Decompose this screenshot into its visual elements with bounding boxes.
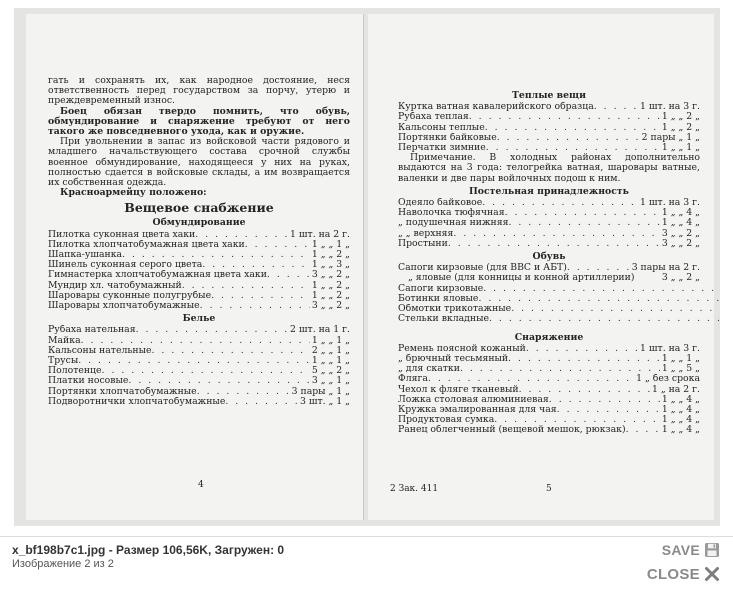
item-quantity: 1 „ „ 2 „ — [311, 250, 350, 261]
page-number-right: 5 — [546, 484, 552, 494]
save-button[interactable] — [662, 541, 721, 559]
list-item — [398, 385, 700, 395]
left-page-content — [48, 76, 350, 407]
list-item — [48, 376, 350, 386]
entitled-line: Красноармейцу положено: — [60, 187, 207, 199]
close-label: CLOSE — [646, 565, 700, 583]
list-item — [398, 425, 700, 435]
section-heading-warm: Теплые вещи — [512, 90, 586, 101]
item-quantity: 1 „ без срока — [636, 374, 700, 385]
close-button[interactable] — [647, 565, 721, 583]
list-item — [48, 281, 350, 291]
item-quantity: 1 шт. на 3 г. — [640, 343, 700, 354]
item-name: Гимнастерка хлопчатобумажная цвета хаки — [48, 270, 267, 281]
list-item: „ яловые (для конницы и конной артиллерии) 3 „ „ 2 „ — [408, 273, 700, 284]
list-item — [398, 123, 700, 133]
item-quantity: 3 „ „ 2 „ — [661, 228, 700, 239]
list-item — [398, 314, 720, 324]
list-item — [48, 270, 350, 280]
item-quantity: 1 „ „ 1 „ — [311, 356, 350, 367]
item-name: Одеяло байковое — [398, 198, 483, 209]
item-name: Простыни — [398, 238, 448, 249]
item-quantity: 3 „ „ 2 „ — [311, 270, 350, 281]
list-item — [48, 301, 350, 311]
list-item — [398, 133, 700, 143]
list-item — [398, 102, 700, 112]
item-name: „ для скатки — [398, 364, 460, 375]
section-heading-bedding: Постельная принадлежность — [469, 185, 629, 197]
item-quantity: 1 „ на 2 г. — [651, 384, 700, 395]
item-name: Кальсоны нательные — [48, 345, 152, 356]
section-heading-footwear: Обувь — [532, 251, 566, 263]
page-title: Вещевое снабжение — [124, 200, 274, 216]
item-name: „ подушечная нижняя — [398, 218, 509, 229]
list-item — [48, 250, 350, 260]
item-quantity: 1 „ „ 3 „ — [311, 260, 350, 271]
list-item — [48, 230, 350, 240]
list-item — [398, 239, 700, 249]
item-name: Рубаха теплая — [398, 112, 469, 123]
item-name: Подворотнички хлопчатобумажные — [48, 396, 226, 407]
item-quantity: 3 „ „ 2 „ — [311, 301, 350, 312]
item-quantity: 5 „ „ 2 „ — [311, 366, 350, 377]
note-paragraph: Примечание. В холодных районах дополнительно выдаются на 3 года: телогрейка ватная, шаровары ватные, валенки и две пары войлочных подош к ним. — [398, 152, 700, 184]
item-name: Кружка эмалированная для чая — [398, 405, 557, 416]
item-quantity: 1 „ „ 4 „ — [661, 208, 700, 219]
list-item — [398, 198, 700, 208]
list-item — [398, 405, 700, 415]
item-name: Перчатки зимние — [398, 143, 486, 154]
discharge-paragraph: При увольнении в запас из войсковой части рядового и младшего начальствующего состава срочной службы военное обмундирование, находящееся у них на руках, полностью сдается в войсковые склады, а им возвращается их собственная одежда. — [48, 136, 350, 189]
bedding-list — [398, 198, 700, 249]
item-name: Мундир хл. чатобумажный — [48, 280, 182, 291]
bold-paragraph: Боец обязан твердо помнить, что обувь, обмундирование и снаряжение требуют от него такого же повседневного ухода, как и оружие. — [48, 105, 350, 138]
list-item — [398, 395, 700, 405]
file-info: x_bf198b7c1.jpg - Размер 106,56K, Загружен: 0 — [12, 543, 285, 557]
item-name: Шаровары суконные полугрубые — [48, 290, 212, 301]
section-heading-uniform: Обмундирование — [152, 217, 246, 229]
list-item — [398, 374, 700, 384]
right-page-content — [398, 88, 700, 436]
list-item — [398, 344, 700, 354]
item-name: Чехол к фляге тканевый — [398, 384, 519, 395]
item-name: Майка — [48, 335, 81, 346]
item-quantity: 1 „ „ 1 „ — [661, 143, 700, 154]
floppy-disk-icon — [703, 541, 721, 559]
item-quantity: 3 пары „ 1 „ — [291, 386, 350, 397]
item-name: Портянки байковые — [398, 132, 497, 143]
close-x-icon — [703, 565, 721, 583]
list-item — [398, 364, 700, 374]
page-number-left: 4 — [198, 480, 204, 490]
item-name: Стельки вкладные — [398, 314, 490, 325]
item-quantity: 1 „ „ 2 „ — [661, 112, 700, 123]
item-quantity: 1 „ „ 2 „ — [311, 290, 350, 301]
intro-paragraph: гать и сохранять их, как народное достояние, неся ответственность перед государством за порчу, утерю и преждевременный износ. — [48, 75, 350, 107]
item-name: Пилотка хлопчатобумажная цвета хаки — [48, 239, 245, 250]
list-item — [48, 387, 350, 397]
right-page — [368, 14, 714, 520]
item-quantity: 1 шт. на 3 г. — [640, 102, 700, 113]
list-item — [48, 240, 350, 250]
list-item — [398, 218, 700, 228]
footwear-brace-group — [398, 284, 700, 330]
list-item — [398, 284, 720, 294]
item-name: Платки носовые — [48, 376, 129, 387]
item-name: Кальсоны теплые — [398, 122, 485, 133]
item-quantity: 1 „ „ 1 „ — [661, 354, 700, 365]
item-name: Сапоги кирзовые — [398, 283, 484, 294]
item-quantity: 1 шт. на 3 г. — [640, 198, 700, 209]
image-counter: Изображение 2 из 2 — [12, 558, 114, 570]
viewer-footer — [0, 536, 733, 593]
underwear-list — [48, 325, 350, 407]
list-item: Сапоги кирзовые (для ВВС и АБТ) . . . 3 пары на 2 г. — [398, 263, 700, 273]
item-name: Шаровары хлопчатобумажные — [48, 301, 200, 312]
list-item — [48, 397, 350, 407]
left-page — [26, 14, 364, 520]
item-name: Шинель суконная серого цвета — [48, 260, 203, 271]
item-name: Продуктовая сумка — [398, 415, 495, 426]
item-quantity: 1 „ „ 4 „ — [661, 425, 700, 436]
list-item — [398, 294, 720, 304]
item-quantity: 2 шт. на 1 г. — [290, 325, 350, 336]
item-name: Трусы — [48, 356, 79, 367]
item-name: Ботинки яловые — [398, 293, 479, 304]
item-quantity: 1 „ „ 1 „ — [311, 335, 350, 346]
list-item — [398, 415, 700, 425]
list-item — [48, 366, 350, 376]
item-name: Ложка столовая алюминиевая — [398, 394, 549, 405]
list-item — [398, 229, 700, 239]
uniform-list — [48, 230, 350, 312]
item-name: Куртка ватная кавалерийского образца — [398, 102, 594, 113]
item-quantity: 2 „ „ 1 „ — [311, 345, 350, 356]
item-quantity: 1 „ „ 2 „ — [661, 122, 700, 133]
item-quantity: 3 „ „ 2 „ — [661, 238, 700, 249]
item-quantity: 2 пары „ 1 „ — [641, 132, 700, 143]
item-name: Фляга — [398, 374, 428, 385]
item-quantity: 1 „ „ 5 „ — [661, 364, 700, 375]
item-name: Шапка-ушанка — [48, 250, 123, 261]
item-quantity: 1 шт. на 2 г. — [290, 229, 350, 240]
item-name: Пилотка суконная цвета хаки — [48, 229, 196, 240]
warm-clothes-list — [398, 102, 700, 153]
signature-mark: 2 Зак. 411 — [390, 484, 439, 494]
item-quantity: 1 „ „ 2 „ — [311, 280, 350, 291]
item-quantity: 1 „ „ 1 „ — [311, 239, 350, 250]
section-heading-underwear: Белье — [182, 313, 216, 325]
footwear-list — [398, 284, 720, 330]
item-quantity: 1 „ „ 4 „ — [661, 394, 700, 405]
scanned-booklet-image — [14, 8, 720, 526]
item-name: „ брючный тесьмяный — [398, 354, 509, 365]
item-quantity: 3 шт. „ 1 „ — [299, 396, 350, 407]
list-item — [48, 325, 350, 335]
save-label: SAVE — [661, 542, 700, 558]
item-name: Ранец облегченный (вещевой мешок, рюкзак) — [398, 425, 626, 436]
list-item — [48, 346, 350, 356]
item-name: „ „ верхняя — [398, 228, 454, 239]
item-name: Ремень поясной кожаный — [398, 343, 526, 354]
item-name: Наволочка тюфячная — [398, 208, 505, 219]
item-name: Рубаха нательная — [48, 325, 136, 336]
list-item — [398, 112, 700, 122]
item-name: Портянки хлопчатобумажные — [48, 386, 197, 397]
item-name: Обмотки трикотажные — [398, 304, 512, 315]
section-heading-equipment: Снаряжение — [514, 331, 584, 343]
item-quantity: 1 „ „ 4 „ — [661, 415, 700, 426]
list-item — [398, 304, 720, 314]
item-quantity: 3 „ „ 1 „ — [311, 376, 350, 387]
list-item — [48, 356, 350, 366]
list-item — [48, 336, 350, 346]
list-item — [48, 260, 350, 270]
item-quantity: 1 „ „ 4 „ — [661, 218, 700, 229]
item-quantity: 1 „ „ 4 „ — [661, 405, 700, 416]
item-name: Полотенце — [48, 366, 102, 377]
list-item — [398, 208, 700, 218]
list-item — [398, 354, 700, 364]
list-item — [48, 291, 350, 301]
equipment-list — [398, 344, 700, 436]
